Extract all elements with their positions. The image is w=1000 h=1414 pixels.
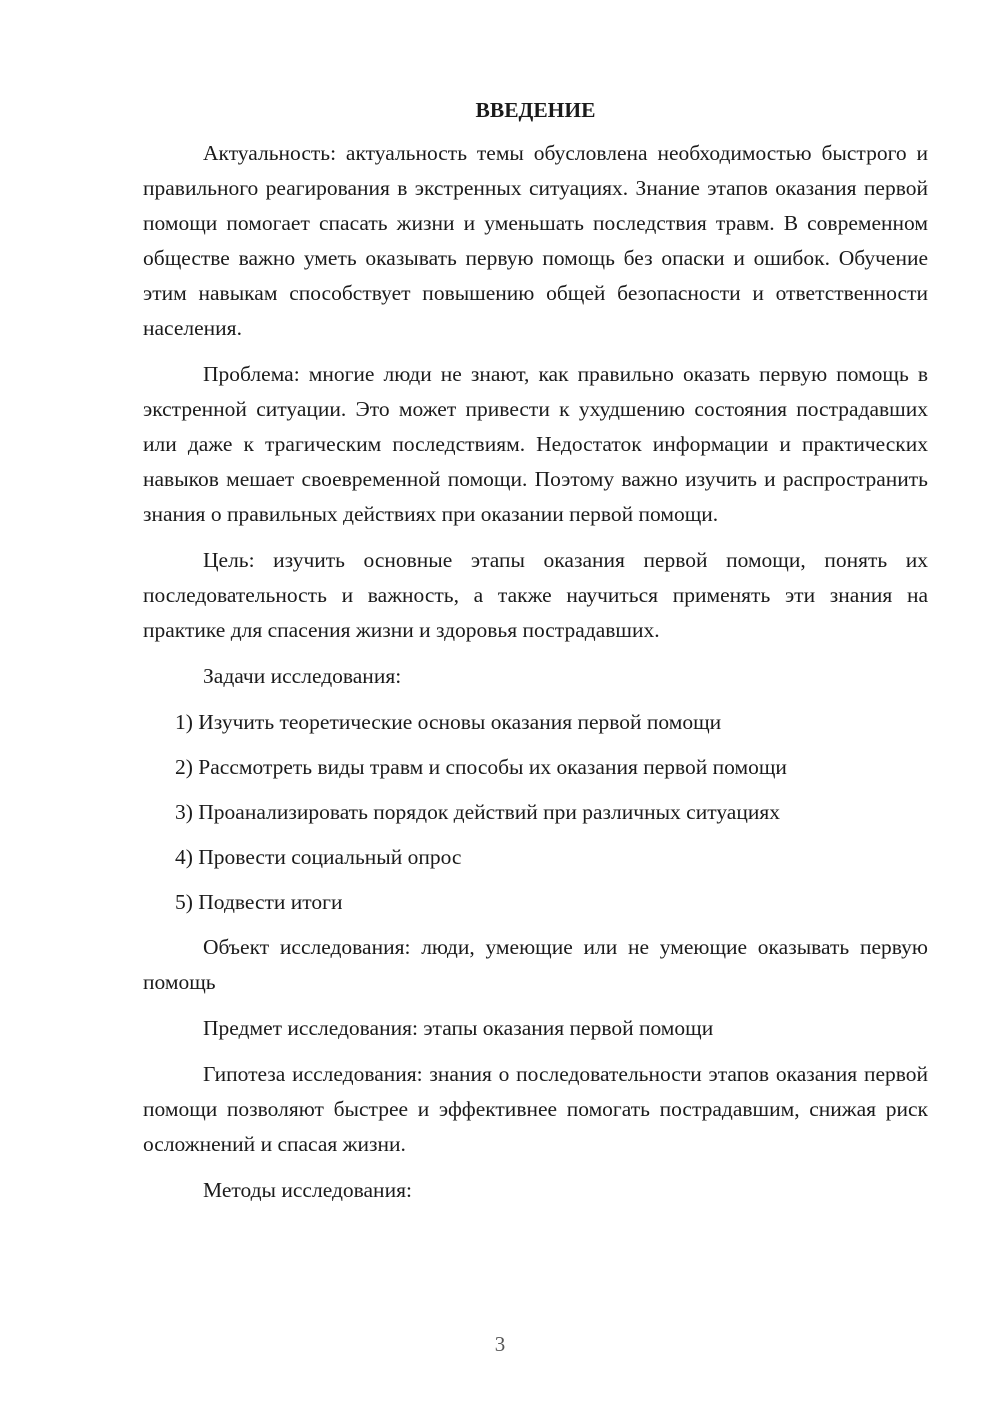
document-page xyxy=(143,92,928,1219)
tasks-heading: Задачи исследования: xyxy=(203,664,402,688)
hypothesis-paragraph: Гипотеза исследования: знания о последовательности этапов оказания первой помощи позволяют быстрее и эффективнее помогать пострадавшим, снижая риск осложнений и спасая жизни. xyxy=(143,1062,928,1156)
object-paragraph: Объект исследования: люди, умеющие или не умеющие оказывать первую помощь xyxy=(143,935,928,994)
problem-paragraph: Проблема: многие люди не знают, как правильно оказать первую помощь в экстренной ситуации. Это может привести к ухудшению состояния пострадавших или даже к трагическим последствиям. Недостаток информации и практических навыков мешает своевременной помощи. Поэтому важно изучить и распространить знания о правильных действиях при оказании первой помощи. xyxy=(143,362,928,526)
task-item-3: 3) Проанализировать порядок действий при различных ситуациях xyxy=(175,800,780,824)
subject-paragraph: Предмет исследования: этапы оказания первой помощи xyxy=(203,1016,714,1040)
task-item-2: 2) Рассмотреть виды травм и способы их оказания первой помощи xyxy=(175,755,787,779)
task-item-1: 1) Изучить теоретические основы оказания первой помощи xyxy=(175,710,722,734)
task-item-4: 4) Провести социальный опрос xyxy=(175,845,462,869)
page-number: 3 xyxy=(494,1332,506,1356)
methods-heading: Методы исследования: xyxy=(203,1178,412,1202)
goal-paragraph: Цель: изучить основные этапы оказания первой помощи, понять их последовательность и важность, а также научиться применять эти знания на практике для спасения жизни и здоровья пострадавших. xyxy=(143,548,928,642)
relevance-paragraph: Актуальность: актуальность темы обусловлена необходимостью быстрого и правильного реагирования в экстренных ситуациях. Знание этапов оказания первой помощи помогает спасать жизни и уменьшать последствия травм. В современном обществе важно уметь оказывать первую помощь без опаски и ошибок. Обучение этим навыкам способствует повышению общей безопасности и ответственности населения. xyxy=(143,141,928,340)
section-title: ВВЕДЕНИЕ xyxy=(475,98,596,122)
task-item-5: 5) Подвести итоги xyxy=(175,890,343,914)
